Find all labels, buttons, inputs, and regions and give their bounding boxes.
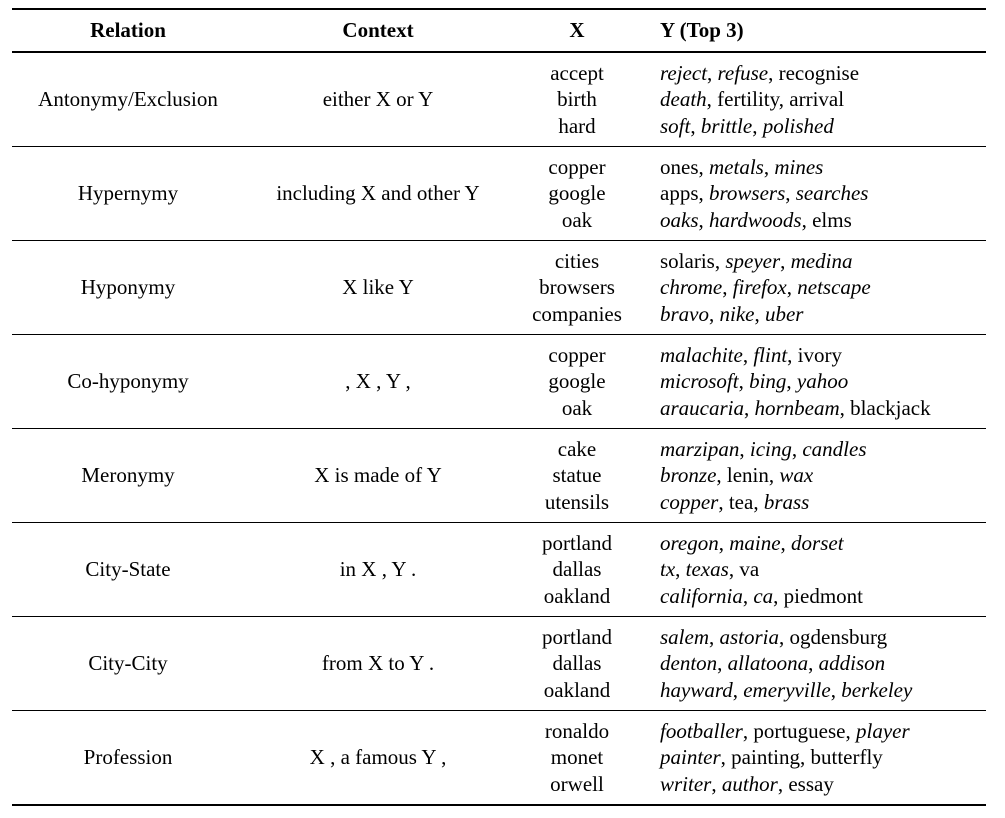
y-word-italic: netscape xyxy=(797,275,871,300)
y-word-italic: medina xyxy=(790,248,853,273)
x-word: oakland xyxy=(543,583,611,608)
x-word: browsers xyxy=(539,275,615,300)
y-word: ogdensburg xyxy=(789,624,888,649)
y-line: death, fertility, arrival xyxy=(660,87,845,112)
relation-cell: Co-hyponymy xyxy=(67,369,189,393)
y-line: solaris, speyer, medina xyxy=(660,248,853,273)
x-word: cities xyxy=(554,248,600,273)
header-context: Context xyxy=(342,18,414,42)
table-body xyxy=(12,52,986,805)
relation-cell: Meronymy xyxy=(81,463,175,487)
y-line: writer, author, essay xyxy=(660,771,834,796)
y-word-italic: nike xyxy=(719,301,755,326)
table-row xyxy=(12,147,986,241)
y-word-italic: emeryville xyxy=(743,677,831,702)
y-top3-cell xyxy=(642,523,986,617)
y-word: elms xyxy=(812,207,852,232)
y-word-italic: addison xyxy=(818,651,886,676)
relation-cell: Hyponymy xyxy=(80,275,176,299)
y-line: denton, allatoona, addison xyxy=(660,651,886,676)
y-word-italic: bravo xyxy=(660,301,709,326)
y-line: oregon, maine, dorset xyxy=(660,530,844,555)
y-word-italic: metals xyxy=(709,154,764,179)
y-word-italic: oregon xyxy=(660,530,719,555)
y-line: painter, painting, butterfly xyxy=(660,745,883,770)
y-line: tx, texas, va xyxy=(660,557,760,582)
y-top3-cell xyxy=(642,617,986,711)
x-word: dallas xyxy=(552,557,602,582)
y-word: piedmont xyxy=(783,583,863,608)
y-line: soft, brittle, polished xyxy=(660,113,834,138)
y-word: portuguese xyxy=(753,718,846,743)
y-word: ones xyxy=(660,154,699,179)
y-line: bravo, nike, uber xyxy=(660,301,804,326)
y-top3-cell xyxy=(642,429,986,523)
header-x: X xyxy=(569,18,585,42)
y-word-italic: polished xyxy=(762,113,834,138)
relation-examples-table xyxy=(12,8,986,806)
y-word-italic: maine xyxy=(729,530,781,555)
y-line: marzipan, icing, candles xyxy=(660,436,867,461)
y-line: california, ca, piedmont xyxy=(660,583,863,608)
x-cell xyxy=(512,335,642,429)
x-word: monet xyxy=(550,745,604,770)
x-cell xyxy=(512,711,642,806)
y-word-italic: death xyxy=(660,87,707,112)
y-line: copper, tea, brass xyxy=(660,489,810,514)
y-line: reject, refuse, recognise xyxy=(660,60,860,85)
y-word-italic: marzipan xyxy=(660,436,740,461)
x-word: google xyxy=(548,369,606,394)
y-word-italic: tx xyxy=(660,557,676,582)
y-word-italic: dorset xyxy=(791,530,844,555)
y-word: recognise xyxy=(778,60,860,85)
y-word: ivory xyxy=(797,342,842,367)
y-word: lenin xyxy=(726,463,769,488)
context-cell: either X or Y xyxy=(322,87,434,111)
context-cell: X is made of Y xyxy=(314,463,442,487)
table-row xyxy=(12,617,986,711)
y-word: painting xyxy=(731,745,800,770)
x-word: birth xyxy=(557,87,597,112)
x-word: accept xyxy=(550,60,604,85)
y-word-italic: brass xyxy=(763,489,810,514)
y-word-italic: berkeley xyxy=(841,677,913,702)
context-cell: from X to Y . xyxy=(321,651,435,675)
y-word-italic: footballer xyxy=(660,718,743,743)
context-cell: , X , Y , xyxy=(345,369,411,393)
x-word: hard xyxy=(558,113,596,138)
relation-cell: Hypernymy xyxy=(77,181,179,205)
y-word-italic: denton xyxy=(660,651,718,676)
y-word-italic: candles xyxy=(802,436,867,461)
x-word: oakland xyxy=(543,677,611,702)
y-line: salem, astoria, ogdensburg xyxy=(660,624,888,649)
y-line: hayward, emeryville, berkeley xyxy=(660,677,913,702)
y-line: microsoft, bing, yahoo xyxy=(660,369,849,394)
x-word: cake xyxy=(557,436,597,461)
x-word: portland xyxy=(542,624,612,649)
y-top3-cell xyxy=(642,241,986,335)
y-word: va xyxy=(739,557,760,582)
y-word-italic: bronze xyxy=(660,463,717,488)
x-cell xyxy=(512,429,642,523)
y-word-italic: painter xyxy=(660,745,721,770)
y-word-italic: salem xyxy=(660,624,709,649)
y-word-italic: refuse xyxy=(717,60,769,85)
y-line: malachite, flint, ivory xyxy=(660,342,842,367)
y-top3-cell xyxy=(642,711,986,806)
y-word-italic: oaks xyxy=(660,207,699,232)
table-row xyxy=(12,52,986,147)
y-top3-cell xyxy=(642,335,986,429)
y-word-italic: soft xyxy=(660,113,691,138)
y-top3-cell xyxy=(642,52,986,147)
table-row xyxy=(12,523,986,617)
y-word: solaris xyxy=(660,248,715,273)
y-word-italic: searches xyxy=(795,181,869,206)
y-word-italic: reject xyxy=(660,60,708,85)
table-row xyxy=(12,335,986,429)
y-word-italic: chrome xyxy=(660,275,723,300)
y-word-italic: hornbeam xyxy=(754,395,840,420)
y-word-italic: microsoft xyxy=(660,369,739,394)
y-word-italic: copper xyxy=(660,489,719,514)
x-word: statue xyxy=(552,463,602,488)
y-line: footballer, portuguese, player xyxy=(660,718,910,743)
y-word-italic: bing xyxy=(749,369,787,394)
table-row xyxy=(12,429,986,523)
x-cell xyxy=(512,52,642,147)
x-cell xyxy=(512,523,642,617)
x-word: oak xyxy=(561,207,593,232)
x-word: oak xyxy=(561,395,593,420)
y-word-italic: ca xyxy=(753,583,774,608)
table-row xyxy=(12,711,986,806)
context-cell: including X and other Y xyxy=(276,181,480,205)
y-word-italic: player xyxy=(856,718,910,743)
y-word-italic: allatoona xyxy=(727,651,809,676)
x-cell xyxy=(512,617,642,711)
y-word-italic: author xyxy=(721,771,778,796)
y-word-italic: brittle xyxy=(700,113,753,138)
table-row xyxy=(12,241,986,335)
y-word-italic: malachite xyxy=(660,342,743,367)
y-word-italic: mines xyxy=(774,154,824,179)
x-word: companies xyxy=(532,301,622,326)
y-word: essay xyxy=(788,771,834,796)
y-word: butterfly xyxy=(810,745,883,770)
y-word-italic: writer xyxy=(660,771,712,796)
x-word: copper xyxy=(548,342,606,367)
x-word: dallas xyxy=(552,651,602,676)
y-word-italic: hayward xyxy=(660,677,733,702)
relation-cell: Antonymy/Exclusion xyxy=(38,87,218,111)
header-y-top3: Y (Top 3) xyxy=(660,18,744,42)
y-word-italic: uber xyxy=(764,301,804,326)
x-word: google xyxy=(548,181,606,206)
x-word: portland xyxy=(542,530,612,555)
y-word-italic: icing xyxy=(749,436,792,461)
y-word-italic: california xyxy=(660,583,743,608)
x-cell xyxy=(512,241,642,335)
x-cell xyxy=(512,147,642,241)
y-word-italic: flint xyxy=(753,342,788,367)
y-line: araucaria, hornbeam, blackjack xyxy=(660,395,931,420)
x-word: utensils xyxy=(544,489,610,514)
y-line: oaks, hardwoods, elms xyxy=(660,207,852,232)
y-top3-cell xyxy=(642,147,986,241)
table-header-row xyxy=(12,9,986,52)
y-word-italic: speyer xyxy=(725,248,781,273)
relation-cell: Profession xyxy=(83,745,173,769)
y-word: tea xyxy=(728,489,754,514)
header-relation: Relation xyxy=(90,18,166,42)
relation-cell: City-State xyxy=(85,557,171,581)
y-word-italic: araucaria xyxy=(660,395,744,420)
y-word-italic: astoria xyxy=(719,624,780,649)
x-word: orwell xyxy=(550,771,604,796)
y-word-italic: wax xyxy=(779,463,814,488)
y-word-italic: browsers xyxy=(709,181,786,206)
relation-examples-table-container xyxy=(12,8,986,806)
y-line: chrome, firefox, netscape xyxy=(660,275,871,300)
y-word-italic: texas xyxy=(685,557,729,582)
y-word-italic: hardwoods xyxy=(709,207,802,232)
y-line: ones, metals, mines xyxy=(660,154,824,179)
context-cell: X , a famous Y , xyxy=(309,745,447,769)
y-line: bronze, lenin, wax xyxy=(660,463,814,488)
context-cell: X like Y xyxy=(342,275,414,299)
y-word: fertility xyxy=(717,87,779,112)
relation-cell: City-City xyxy=(88,651,168,675)
x-word: copper xyxy=(548,154,606,179)
y-word-italic: firefox xyxy=(732,275,787,300)
y-line: apps, browsers, searches xyxy=(660,181,869,206)
y-word: blackjack xyxy=(850,395,931,420)
y-word: apps xyxy=(660,181,699,206)
x-word: ronaldo xyxy=(544,718,610,743)
context-cell: in X , Y . xyxy=(339,557,417,581)
y-word-italic: yahoo xyxy=(796,369,849,394)
y-word: arrival xyxy=(789,87,845,112)
